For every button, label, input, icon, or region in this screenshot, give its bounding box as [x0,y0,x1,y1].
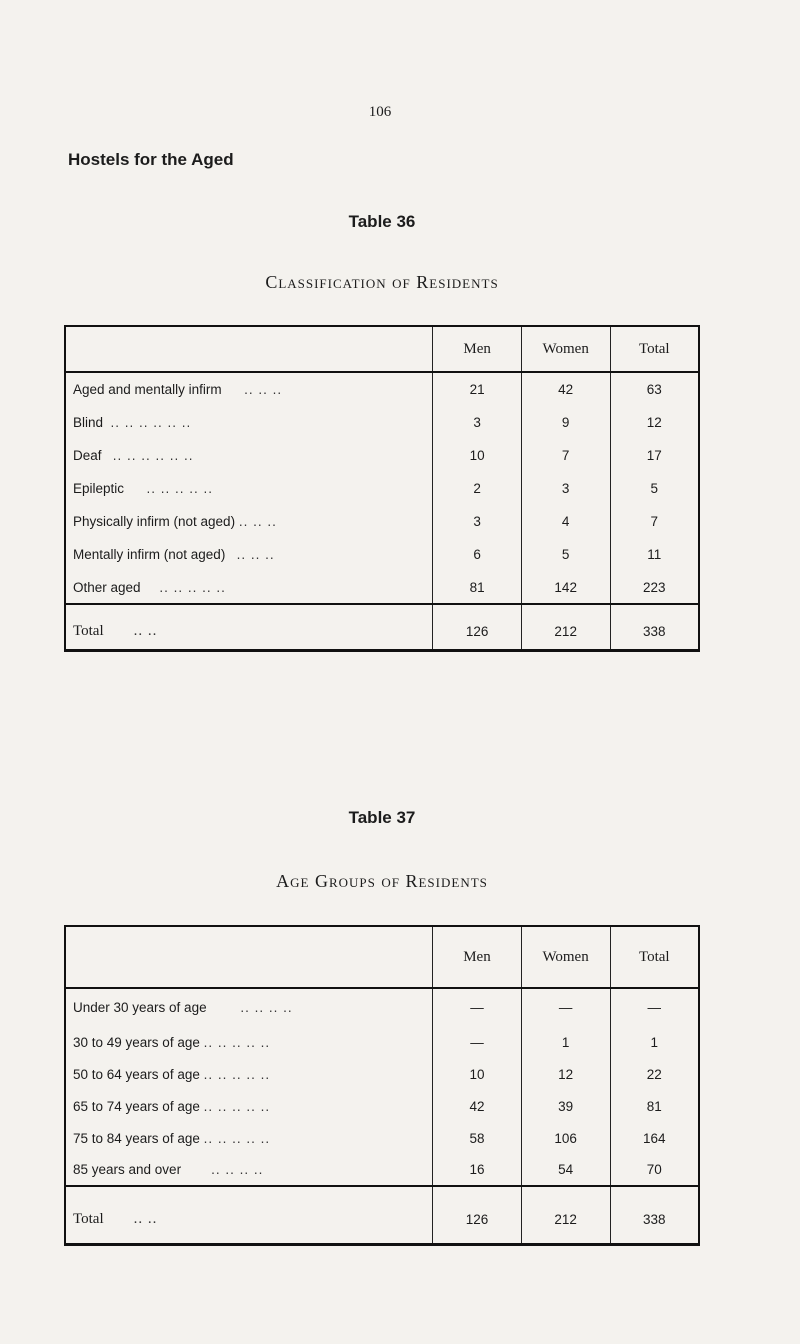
table-row [65,472,699,505]
table-row [65,1058,699,1090]
leader-dots: .. .. .. .. .. [203,1130,271,1146]
cell-men: 3 [433,406,521,439]
cell-women: 5 [521,538,610,571]
table-row [65,406,699,439]
cell-total: 22 [610,1058,699,1090]
table-36-header-blank [65,326,433,372]
row-label: Other aged [73,579,141,595]
leader-dots: .. .. .. .. [240,1000,293,1015]
table-row [65,372,699,406]
total-label: Total [73,1210,104,1227]
row-label: 85 years and over [73,1162,182,1177]
leader-dots: .. .. .. .. .. [203,1066,271,1082]
table-37-header-blank [65,926,433,988]
cell-total: 81 [610,1090,699,1122]
cell-men: 21 [433,372,521,406]
table-37-header-total: Total [610,926,699,988]
total-men: 126 [433,1186,521,1244]
table-row [65,439,699,472]
cell-men: 2 [433,472,521,505]
cell-men: 3 [433,505,521,538]
cell-men: 10 [433,1058,521,1090]
table-37-heading: Table 37 [348,808,416,827]
table-row [65,1122,699,1154]
row-label: Mentally infirm (not aged) [73,547,226,562]
total-women: 212 [521,1186,610,1244]
total-total: 338 [610,1186,699,1244]
cell-women: 4 [521,505,610,538]
row-label: Deaf [73,448,102,463]
section-title: Hostels for the Aged [68,150,234,169]
row-label: 30 to 49 years of age [73,1034,200,1050]
cell-men: 81 [433,571,521,604]
table-row [65,505,699,538]
cell-total: 63 [610,372,699,406]
table-row [65,1154,699,1186]
cell-total: 12 [610,406,699,439]
table-row [65,1090,699,1122]
cell-total: 70 [610,1154,699,1186]
table-36-header-men: Men [433,326,521,372]
leader-dots: .. .. .. [244,382,283,397]
table-37-header-women: Women [521,926,610,988]
table-37-caption: Age Groups of Residents [276,871,488,891]
cell-men: — [433,1026,521,1058]
table-37-header-men: Men [433,926,521,988]
total-row [65,604,699,650]
cell-total: 164 [610,1122,699,1154]
cell-total: 5 [610,472,699,505]
table-36-header-women: Women [521,326,610,372]
total-total: 338 [610,604,699,650]
row-label: 65 to 74 years of age [73,1098,200,1114]
total-men: 126 [433,604,521,650]
table-36-heading: Table 36 [348,212,416,231]
cell-women: 42 [521,372,610,406]
leader-dots: .. .. .. [238,514,277,529]
cell-men: 16 [433,1154,521,1186]
cell-men: 6 [433,538,521,571]
cell-women: 106 [521,1122,610,1154]
cell-women: 7 [521,439,610,472]
leader-dots: .. .. .. .. .. .. [112,448,194,463]
cell-total: — [610,988,699,1026]
page-number: 106 [368,104,392,120]
table-36-caption: Classification of Residents [265,272,499,292]
leader-dots: .. .. [133,1210,158,1227]
cell-total: 17 [610,439,699,472]
cell-women: 12 [521,1058,610,1090]
row-label: 75 to 84 years of age [73,1130,200,1146]
row-label: Blind [73,415,104,430]
row-label: Physically infirm (not aged) [73,514,236,529]
cell-women: 3 [521,472,610,505]
cell-women: 1 [521,1026,610,1058]
leader-dots: .. .. .. .. .. .. [110,415,192,430]
total-row [65,1186,699,1244]
row-label: Aged and mentally infirm [73,382,222,397]
table-36 [64,325,700,652]
cell-men: 58 [433,1122,521,1154]
row-label: 50 to 64 years of age [73,1066,200,1082]
cell-women: 142 [521,571,610,604]
leader-dots: .. .. .. .. .. [159,579,226,595]
cell-total: 11 [610,538,699,571]
table-row [65,988,699,1026]
table-37 [64,925,700,1246]
leader-dots: .. .. .. [236,547,275,562]
total-label: Total [73,622,104,639]
leader-dots: .. .. .. .. .. [203,1034,271,1050]
cell-women: 39 [521,1090,610,1122]
cell-men: 10 [433,439,521,472]
cell-total: 7 [610,505,699,538]
leader-dots: .. .. .. .. .. [203,1098,271,1114]
row-label: Under 30 years of age [73,1000,207,1015]
leader-dots: .. .. .. .. [211,1162,264,1177]
leader-dots: .. .. [133,622,158,639]
table-row [65,538,699,571]
cell-men: — [433,988,521,1026]
table-36-header-total: Total [610,326,699,372]
cell-women: — [521,988,610,1026]
total-women: 212 [521,604,610,650]
cell-women: 54 [521,1154,610,1186]
cell-total: 223 [610,571,699,604]
leader-dots: .. .. .. .. .. [146,481,214,496]
table-row [65,571,699,604]
cell-total: 1 [610,1026,699,1058]
table-row [65,1026,699,1058]
row-label: Epileptic [73,481,125,496]
cell-women: 9 [521,406,610,439]
cell-men: 42 [433,1090,521,1122]
